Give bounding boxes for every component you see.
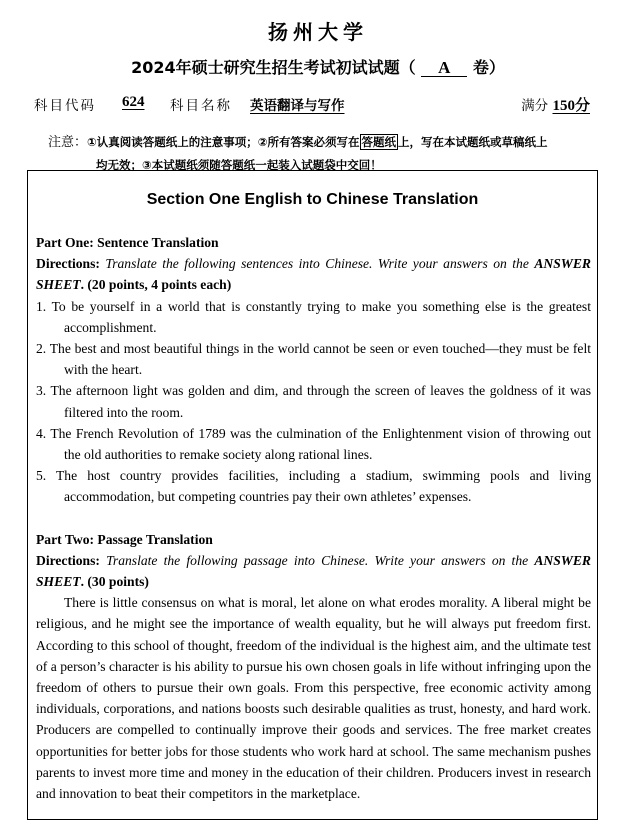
exam-title-prefix: 2024年硕士研究生招生考试初试试题（: [131, 58, 416, 77]
part-one-directions-label: Directions:: [36, 256, 100, 272]
part-two-directions: [36, 550, 591, 592]
full-score-value: 150分: [552, 98, 590, 114]
question-body: [36, 232, 591, 804]
spacer: [36, 508, 591, 529]
sentence-item: 3. The afternoon light was golden and dim, and through the screen of leaves the goldness of it was filtered into the room.: [36, 383, 591, 420]
translation-passage: There is little consensus on what is moral, let alone on what erodes morality. A liberal might be religious, and he might see the importance of wealth equality, but he will always put freedom first. According to this school of thought, freedom of the individual is the highest aim, and the ultimate test of a person’s character is his ability to pursue his own chosen goals in life without infringing upon the freedom of others to pursue their own goals. From this perspective, free economic activity among individuals, corporations, and nations boosts such desirable qualities as trust, honesty, and hard work. Producers are compelled to continually improve their goods and services. The free market creates opportunities for better jobs for those students who work hard at school. The same mechanism pushes parents to invest more time and money in the education of their children. Producers invest in research and innovation to beat their competitors in the marketplace.: [36, 595, 591, 802]
sentence-item: 5. The host country provides facilities, including a stadium, swimming pools and living accommodation, but competing countries pay their own athletes’ expenses.: [36, 468, 591, 505]
paper-code: A: [421, 59, 467, 77]
full-score-label: 满分: [521, 98, 549, 114]
notice-line-1: [48, 131, 596, 154]
notice-part-1: ①认真阅读答题纸上的注意事项；②所有答案必须写在: [87, 135, 360, 149]
part-two-points: . (30 points): [80, 574, 149, 590]
notice-line-2: 均无效；③本试题纸须随答题纸一起装入试题袋中交回！: [96, 158, 382, 172]
sentence-item: 1. To be yourself in a world that is constantly trying to make you something else is the greatest accomplishment.: [36, 298, 591, 335]
part-two-directions-text: Translate the following passage into Chinese. Write your answers on the: [106, 552, 529, 568]
full-score: [521, 94, 590, 115]
part-two-heading: Part Two: Passage Translation: [36, 531, 213, 547]
notice-label: 注意：: [48, 135, 88, 150]
sentence-list: [36, 296, 591, 508]
sentence-item: 2. The best and most beautiful things in the world cannot be seen or even touched—they must be felt with the heart.: [36, 341, 591, 378]
part-one-points: . (20 points, 4 points each): [80, 277, 232, 293]
part-one-directions-text: Translate the following sentences into Chinese. Write your answers on the: [105, 256, 529, 272]
subject-info-row: [34, 94, 590, 116]
section-title: Section One English to Chinese Translation: [146, 191, 479, 208]
question-content-box: [27, 170, 598, 820]
subject-name-label: 科目名称: [170, 98, 232, 114]
university-name: 扬州大学: [268, 20, 368, 44]
part-one-heading: Part One: Sentence Translation: [36, 235, 219, 250]
exam-title-suffix: 卷）: [472, 58, 505, 77]
subject-code-label: 科目代码: [34, 98, 96, 114]
part-one-directions: [36, 253, 591, 295]
subject-name: 英语翻译与写作: [250, 98, 345, 114]
part-one-answer-sheet: ANSWER SHEET: [36, 256, 591, 293]
notice-part-2: 上，写在本试题纸或草稿纸上: [398, 135, 548, 149]
notice-boxed-answer-sheet: 答题纸: [361, 135, 396, 149]
exam-title: [0, 55, 636, 78]
subject-code: 624: [122, 94, 145, 110]
part-two-directions-label: Directions:: [36, 552, 100, 568]
part-two-answer-sheet: ANSWER SHEET: [36, 552, 591, 590]
sentence-item: 4. The French Revolution of 1789 was the culmination of the Enlightenment vision of throwing out the old authorities to remake society along rational lines.: [36, 425, 591, 463]
